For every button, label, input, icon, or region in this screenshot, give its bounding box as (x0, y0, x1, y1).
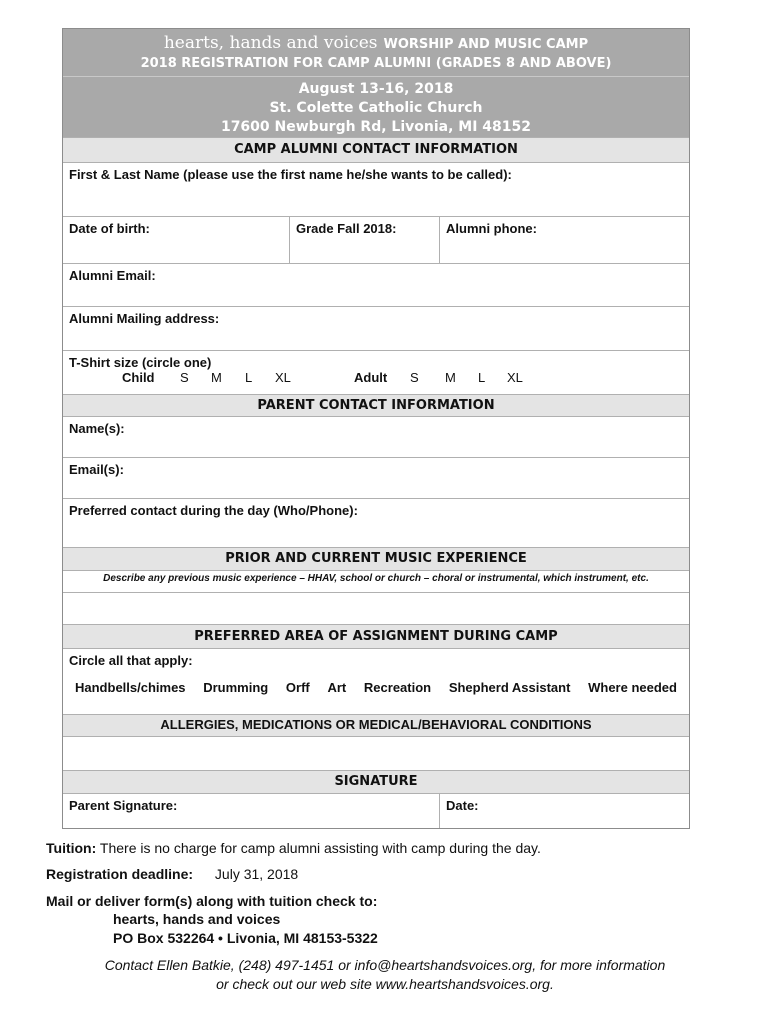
alumni-email-label: Alumni Email: (69, 268, 156, 283)
child-size-s[interactable]: S (180, 370, 189, 385)
option-recreation[interactable]: Recreation (363, 680, 432, 695)
alumni-name-label: First & Last Name (please use the first name he/she wants to be called): (69, 167, 512, 182)
adult-size-m[interactable]: M (445, 370, 456, 385)
contact-info (0, 956, 770, 994)
adult-label: Adult (354, 370, 388, 385)
form-title: WORSHIP AND MUSIC CAMP (383, 37, 589, 52)
preferred-contact-field[interactable] (63, 499, 689, 547)
dob-field[interactable] (63, 217, 289, 263)
child-label: Child (122, 370, 155, 385)
contact-line-1: Contact Ellen Batkie, (248) 497-1451 or info@heartshandsvoices.org, for more information (104, 957, 666, 973)
mail-address: PO Box 532264 • Livonia, MI 48153-5322 (113, 930, 378, 946)
parent-signature-label: Parent Signature: (69, 798, 178, 813)
option-where-needed[interactable]: Where needed (588, 680, 677, 695)
section-parent-heading: PARENT CONTACT INFORMATION (63, 394, 689, 417)
child-size-l[interactable]: L (245, 370, 253, 385)
section-signature-heading: SIGNATURE (63, 770, 689, 794)
contact-line-2: or check out our web site www.heartshandsvoices.org. (216, 976, 554, 992)
section-assignment-heading: PREFERRED AREA OF ASSIGNMENT DURING CAMP (63, 624, 689, 649)
parent-emails-field[interactable] (63, 458, 689, 499)
signature-date-field[interactable] (439, 794, 689, 828)
deadline-line (46, 866, 298, 882)
deadline-value: July 31, 2018 (214, 866, 299, 882)
preferred-contact-label: Preferred contact during the day (Who/Phone): (69, 503, 358, 518)
event-dates: August 13-16, 2018 (298, 81, 454, 97)
section-alumni-heading: CAMP ALUMNI CONTACT INFORMATION (63, 137, 689, 163)
parent-emails-label: Email(s): (69, 462, 124, 477)
music-description-row (63, 571, 689, 593)
tuition-label: Tuition: (46, 840, 97, 856)
assignment-options (63, 680, 689, 695)
child-size-xl[interactable]: XL (275, 370, 291, 385)
grade-field[interactable] (289, 217, 439, 263)
alumni-name-field[interactable] (63, 163, 689, 217)
section-medical-heading: ALLERGIES, MEDICATIONS OR MEDICAL/BEHAVIORAL CONDITIONS (63, 715, 689, 737)
child-size-m[interactable]: M (211, 370, 222, 385)
adult-size-l[interactable]: L (478, 370, 486, 385)
parent-names-label: Name(s): (69, 421, 125, 436)
event-venue: St. Colette Catholic Church (269, 100, 483, 116)
parent-signature-field[interactable] (63, 794, 439, 828)
medical-field[interactable] (63, 737, 689, 770)
parent-names-field[interactable] (63, 417, 689, 458)
music-description: Describe any previous music experience – HHAV, school or church – choral or instrumental, which instrument, etc. (103, 573, 649, 584)
tuition-line (46, 840, 541, 856)
form-subtitle: 2018 REGISTRATION FOR CAMP ALUMNI (GRADES 8 AND ABOVE) (140, 56, 612, 71)
alumni-details-row (63, 217, 689, 264)
option-orff[interactable]: Orff (285, 680, 310, 695)
alumni-mailing-field[interactable] (63, 307, 689, 351)
signature-row (63, 794, 689, 828)
deadline-label: Registration deadline: (46, 866, 194, 882)
mail-label: Mail or deliver form(s) along with tuition check to: (46, 893, 378, 909)
brand-name: hearts, hands and voices (163, 33, 378, 53)
alumni-email-field[interactable] (63, 264, 689, 307)
alumni-mailing-label: Alumni Mailing address: (69, 311, 220, 326)
option-shepherd-assistant[interactable]: Shepherd Assistant (448, 680, 571, 695)
tshirt-options (63, 370, 689, 385)
registration-form (62, 28, 690, 829)
option-handbells[interactable]: Handbells/chimes (75, 680, 186, 695)
assignment-instruction: Circle all that apply: (69, 653, 193, 668)
form-header (63, 29, 689, 77)
alumni-phone-field[interactable] (439, 217, 689, 263)
music-experience-field[interactable] (63, 593, 689, 624)
event-info (63, 77, 689, 137)
adult-size-xl[interactable]: XL (507, 370, 523, 385)
assignment-row (63, 649, 689, 715)
section-music-heading: PRIOR AND CURRENT MUSIC EXPERIENCE (63, 547, 689, 571)
grade-label: Grade Fall 2018: (296, 221, 397, 236)
tshirt-row (63, 351, 689, 394)
option-drumming[interactable]: Drumming (203, 680, 269, 695)
dob-label: Date of birth: (69, 221, 150, 236)
tshirt-label: T-Shirt size (circle one) (69, 355, 212, 370)
mail-name: hearts, hands and voices (113, 911, 281, 927)
signature-date-label: Date: (446, 798, 479, 813)
event-address: 17600 Newburgh Rd, Livonia, MI 48152 (220, 119, 532, 135)
option-art[interactable]: Art (327, 680, 347, 695)
adult-size-s[interactable]: S (410, 370, 419, 385)
tuition-text: There is no charge for camp alumni assisting with camp during the day. (99, 840, 541, 856)
alumni-phone-label: Alumni phone: (446, 221, 537, 236)
